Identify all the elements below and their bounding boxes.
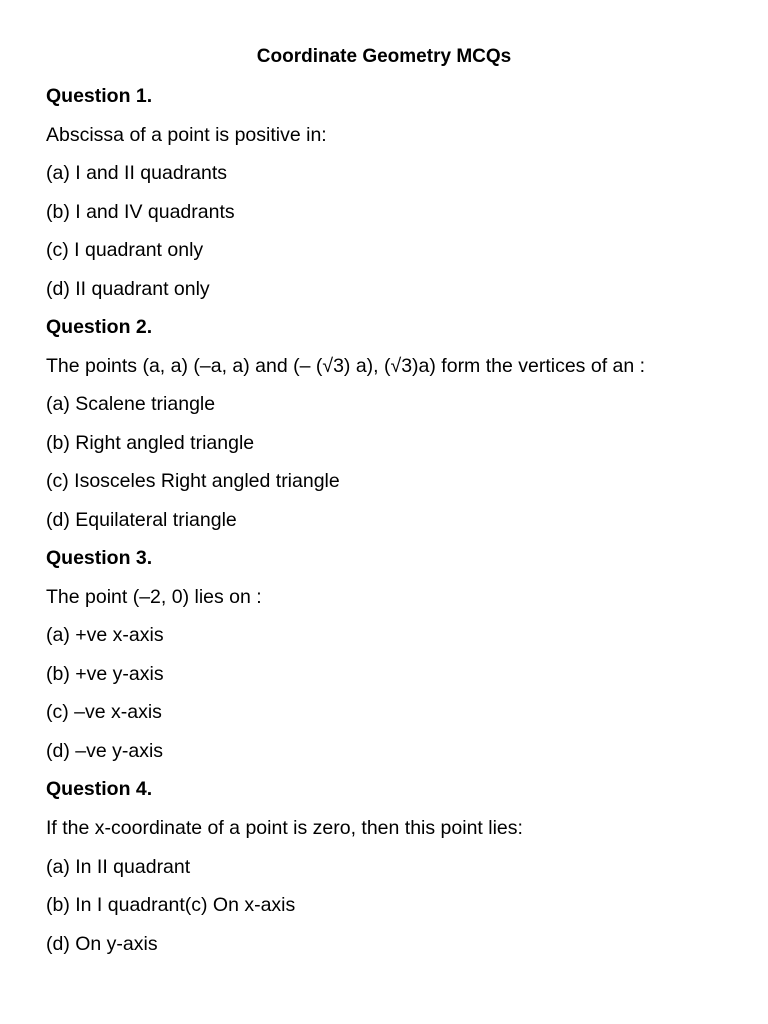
question-3-text: The point (–2, 0) lies on : (46, 586, 262, 608)
question-1-option-c: (c) I quadrant only (46, 239, 204, 261)
question-2-option-d: (d) Equilateral triangle (46, 509, 237, 531)
question-2-option-c: (c) Isosceles Right angled triangle (46, 470, 340, 492)
question-3-option-c: (c) –ve x-axis (46, 701, 162, 723)
question-2-option-b: (b) Right angled triangle (46, 432, 255, 454)
question-2-heading: Question 2. (46, 316, 153, 338)
question-4-option-a: (a) In II quadrant (46, 856, 191, 878)
document-title: Coordinate Geometry MCQs (256, 46, 512, 67)
question-4-heading: Question 4. (46, 778, 153, 800)
question-2-option-a: (a) Scalene triangle (46, 393, 216, 415)
question-1-option-d: (d) II quadrant only (46, 278, 210, 300)
question-1-heading: Question 1. (46, 85, 153, 107)
question-4-option-d: (d) On y-axis (46, 933, 158, 955)
question-4-option-b: (b) In I quadrant(c) On x-axis (46, 894, 296, 916)
question-1-option-b: (b) I and IV quadrants (46, 201, 235, 223)
question-1-text: Abscissa of a point is positive in: (46, 124, 327, 146)
question-3-option-d: (d) –ve y-axis (46, 740, 164, 762)
question-1-option-a: (a) I and II quadrants (46, 162, 228, 184)
question-3-option-b: (b) +ve y-axis (46, 663, 164, 685)
question-3-heading: Question 3. (46, 547, 153, 569)
question-2-text: The points (a, a) (–a, a) and (– (√3) a), (√3)a) form the vertices of an : (46, 355, 646, 377)
question-4-text: If the x-coordinate of a point is zero, then this point lies: (46, 817, 523, 839)
question-3-option-a: (a) +ve x-axis (46, 624, 164, 646)
